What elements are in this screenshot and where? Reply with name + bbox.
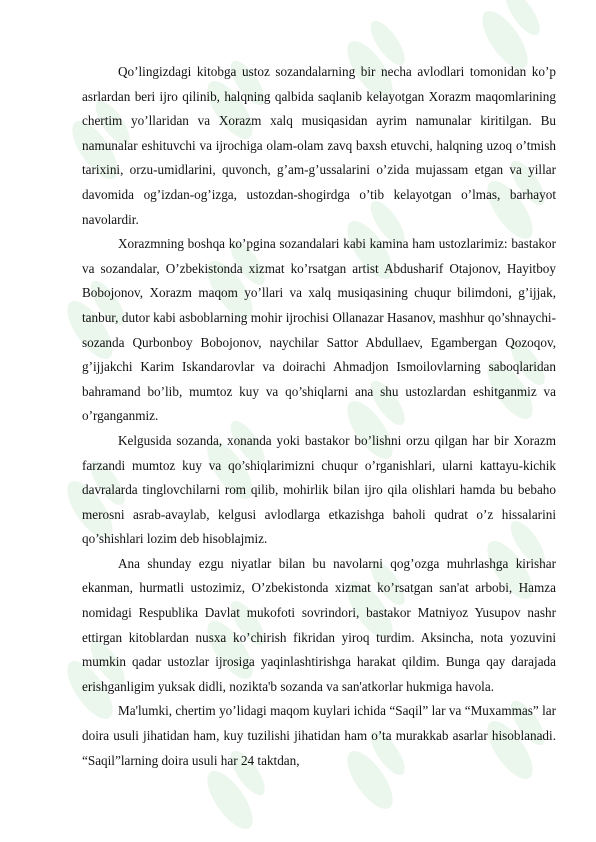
document-body (82, 60, 556, 773)
paragraph-3: Kelgusida sozanda, xonanda yoki bastakor bo’lishni orzu qilgan har bir Xorazm farzandi mumtoz kuy va qo’shiqlarimizni chuqur o’rganishlari, ularni kattayu-kichik davralarda tinglovchilarni rom qilib, mohirlik bilan ijro qila olishlari hamda bu bebaho merosni asrab-avaylab, kelgusi avlodlarga etkazishga baholi qudrat o’z hissalarini qo’shishlari lozim deb hisoblajmiz. (82, 432, 556, 547)
paragraph-1: Qo’lingizdagi kitobga ustoz sozandalarning bir necha avlodlari tomonidan ko’p asrlardan beri ijro qilinib, halqning qalbida saqlanib kelayotgan Xorazm maqomlarining chertim yo’llaridan va Xorazm xalq musiqasidan ayrim namunalar kiritilgan. Bu namunalar eshituvchi va ijrochiga olam-olam zavq baxsh etuvchi, halqning uzoq o’tmish tarixini, orzu-umidlarini, quvonch, g’am-g’ussalarini o’zida mujassam etgan va yillar davomida og’izdan-og’izga, ustozdan-shogirdga o’tib kelayotgan o’lmas, barhayot navolardir. (82, 64, 556, 227)
paragraph-2: Xorazmning boshqa ko’pgina sozandalari kabi kamina ham ustozlarimiz: bastakor va sozandalar, O’zbekistonda xizmat ko’rsatgan artist Abdusharif Otajonov, Hayitboy Bobojonov, Xorazm maqom yo’llari va xalq musiqasining chuqur bilimdoni, g’ijjak, tanbur, dutor kabi asboblarning mohir ijrochisi Ollanazar Hasanov, mashhur qo’shnaychi-sozanda Qurbonboy Bobojonov, naychilar Sattor Abdullaev, Egambergan Qozoqov, g’ijjakchi Karim Iskandarovlar va doirachi Ahmadjon Ismoilovlarning saboqlaridan bahramand bo’lib, mumtoz kuy va qo’shiqlarni ana shu ustozlardan eshitganmiz va o’rganganmiz. (82, 236, 556, 424)
paragraph-5: Ma'lumki, chertim yo’lidagi maqom kuylari ichida “Saqil” lar va “Muxammas” lar doira usuli jihatidan ham, kuy tuzilishi jihatidan ham o’ta murakkab asarlar hisoblanadi. “Saqil”larning doira usuli har 24 taktdan, (82, 703, 556, 768)
paragraph-4: Ana shunday ezgu niyatlar bilan bu navolarni qog’ozga muhrlashga kirishar ekanman, hurmatli ustozimiz, O’zbekistonda xizmat ko’rsatgan san'at arbobi, Hamza nomidagi Respublika Davlat mukofoti sovrindori, bastakor Matniyoz Yusupov nashr ettirgan kitoblardan nusxa ko’chirish fikridan yiroq turdim. Aksincha, nota yozuvini mumkin qadar ustozlar ijrosiga yaqinlashtirishga harakat qildim. Bunga qay darajada erishganligim yuksak didli, nozikta'b sozanda va san'atkorlar hukmiga havola. (82, 555, 556, 694)
